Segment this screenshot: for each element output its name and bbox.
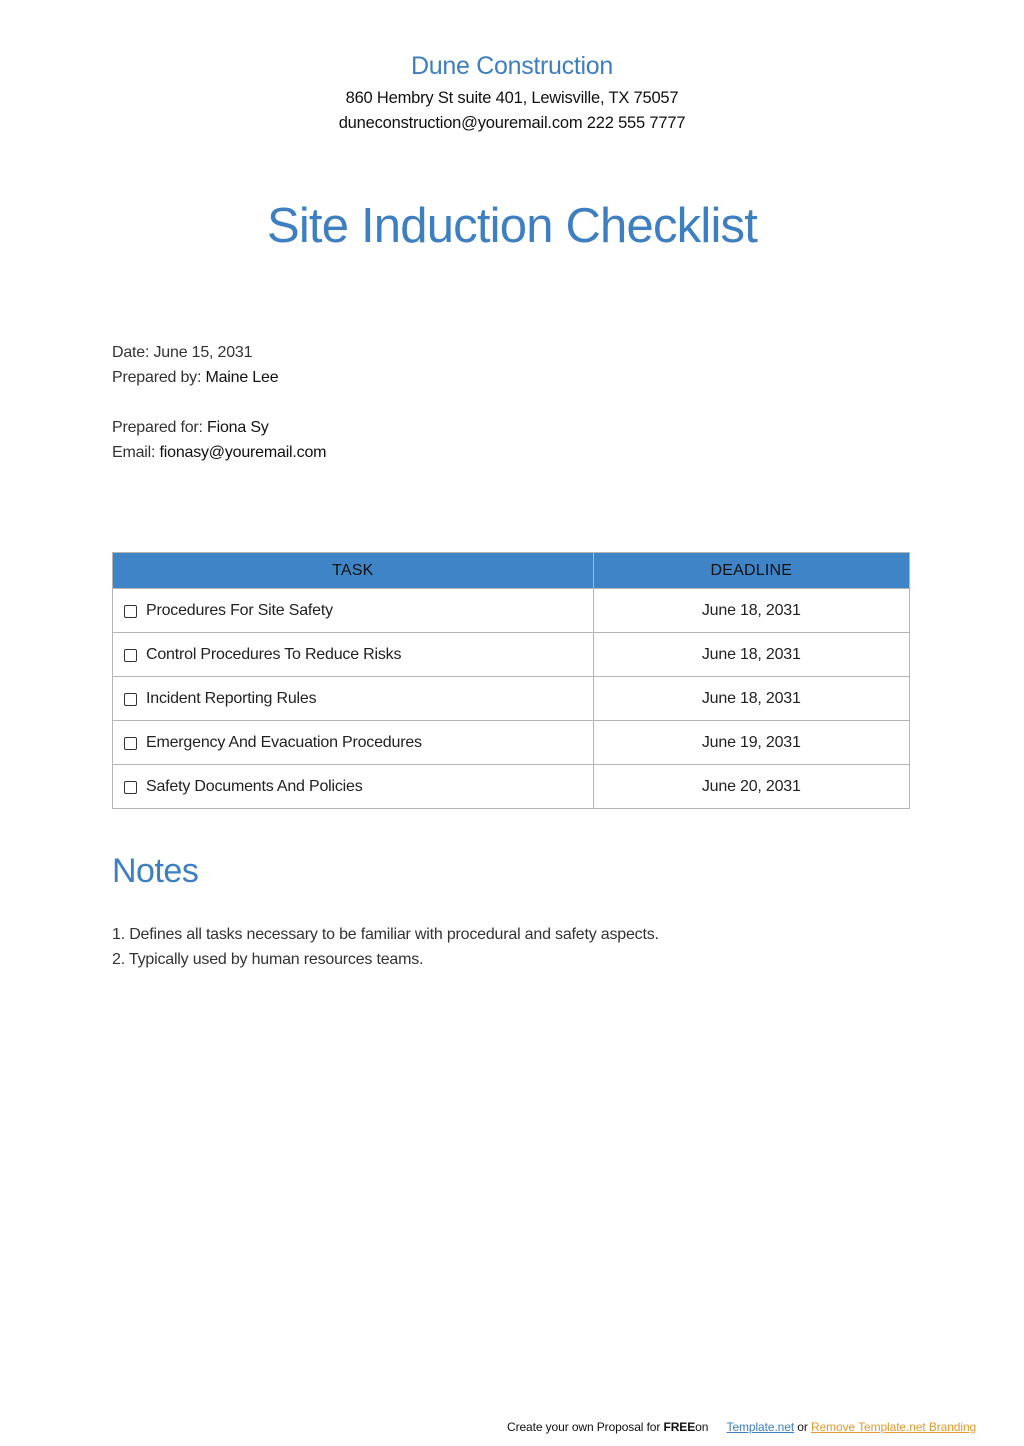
task-cell <box>113 633 594 677</box>
prepared-for-value: Fiona Sy <box>207 419 269 436</box>
email-label: Email: <box>112 444 156 461</box>
task-label: Control Procedures To Reduce Risks <box>146 645 402 663</box>
task-cell <box>113 721 594 765</box>
table-row <box>113 633 910 677</box>
deadline-column-header: DEADLINE <box>593 553 909 589</box>
task-checkbox[interactable] <box>124 605 137 618</box>
meta-date <box>112 344 252 362</box>
checklist-table <box>112 552 910 809</box>
note-item: 2. Typically used by human resources teams. <box>112 951 424 968</box>
task-label: Procedures For Site Safety <box>146 601 333 619</box>
task-checkbox[interactable] <box>124 649 137 662</box>
footer-on: on <box>695 1420 709 1434</box>
table-header-row <box>113 553 910 589</box>
meta-prepared-for <box>112 419 269 437</box>
email-value: fionasy@youremail.com <box>159 444 327 461</box>
company-address: 860 Hembry St suite 401, Lewisville, TX 75057 <box>345 89 679 107</box>
task-label: Incident Reporting Rules <box>146 689 317 707</box>
task-cell <box>113 677 594 721</box>
table-row <box>113 721 910 765</box>
deadline-cell: June 18, 2031 <box>593 633 909 677</box>
task-checkbox[interactable] <box>124 781 137 794</box>
footer-free: FREE <box>663 1420 696 1434</box>
deadline-cell: June 19, 2031 <box>593 721 909 765</box>
template-net-link[interactable]: Template.net <box>726 1420 795 1434</box>
table-row <box>113 765 910 809</box>
table-row <box>113 589 910 633</box>
prepared-by-label: Prepared by: <box>112 369 202 386</box>
deadline-cell: June 20, 2031 <box>593 765 909 809</box>
task-cell <box>113 765 594 809</box>
deadline-cell: June 18, 2031 <box>593 589 909 633</box>
task-cell <box>113 589 594 633</box>
task-checkbox[interactable] <box>124 737 137 750</box>
task-label: Safety Documents And Policies <box>146 777 363 795</box>
company-contact: duneconstruction@youremail.com 222 555 7777 <box>338 114 686 132</box>
task-checkbox[interactable] <box>124 693 137 706</box>
note-item: 1. Defines all tasks necessary to be familiar with procedural and safety aspects. <box>112 926 659 943</box>
meta-prepared-by <box>112 369 278 387</box>
meta-email <box>112 444 326 462</box>
footer-or: or <box>797 1420 808 1434</box>
prepared-by-value: Maine Lee <box>205 369 279 386</box>
footer-prefix: Create your own Proposal for <box>507 1420 661 1434</box>
company-name: Dune Construction <box>411 52 613 80</box>
table-row <box>113 677 910 721</box>
task-label: Emergency And Evacuation Procedures <box>146 733 422 751</box>
prepared-for-label: Prepared for: <box>112 419 203 436</box>
task-column-header: TASK <box>113 553 594 589</box>
footer-branding <box>507 1420 976 1434</box>
date-value: June 15, 2031 <box>153 344 253 361</box>
document-title: Site Induction Checklist <box>266 199 758 253</box>
notes-title: Notes <box>112 852 199 890</box>
remove-branding-link[interactable]: Remove Template.net Branding <box>811 1420 977 1434</box>
deadline-cell: June 18, 2031 <box>593 677 909 721</box>
date-label: Date: <box>112 344 150 361</box>
